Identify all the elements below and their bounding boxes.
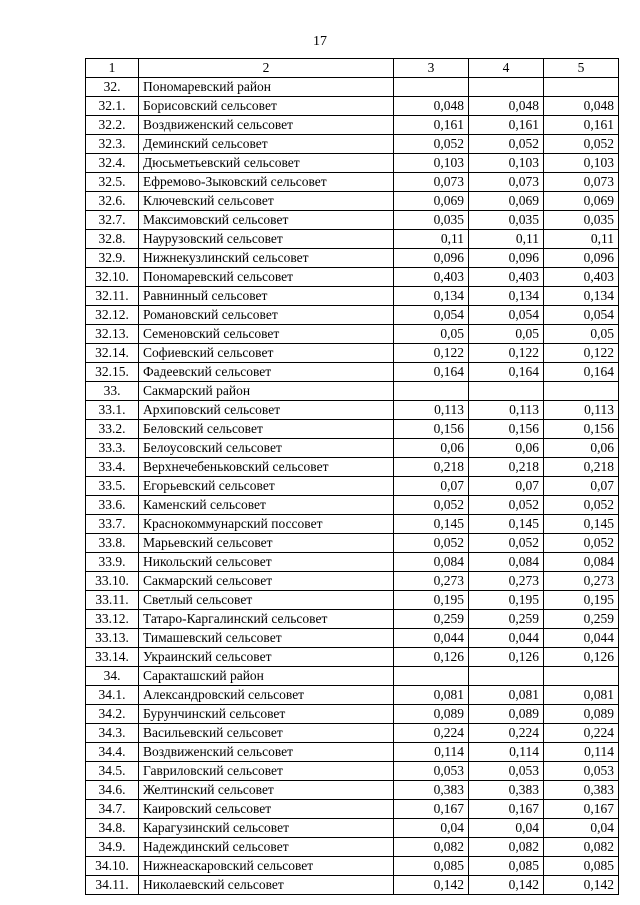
value-col4-cell: 0,259 bbox=[469, 610, 544, 629]
table-row bbox=[86, 325, 619, 344]
value-col4-cell: 0,103 bbox=[469, 154, 544, 173]
district-row bbox=[86, 78, 619, 97]
value-col3-cell: 0,05 bbox=[394, 325, 469, 344]
table-row bbox=[86, 553, 619, 572]
value-col4-cell: 0,089 bbox=[469, 705, 544, 724]
row-number-cell: 32.6. bbox=[86, 192, 139, 211]
municipality-name-cell: Васильевский сельсовет bbox=[139, 724, 394, 743]
municipality-name-cell: Сакмарский район bbox=[139, 382, 394, 401]
value-col3-cell: 0,103 bbox=[394, 154, 469, 173]
value-col5-cell: 0,103 bbox=[544, 154, 619, 173]
table-row bbox=[86, 781, 619, 800]
municipality-name-cell: Фадеевский сельсовет bbox=[139, 363, 394, 382]
value-col4-cell: 0,04 bbox=[469, 819, 544, 838]
value-col3-cell: 0,089 bbox=[394, 705, 469, 724]
value-col3-cell: 0,122 bbox=[394, 344, 469, 363]
municipality-name-cell: Марьевский сельсовет bbox=[139, 534, 394, 553]
value-col3-cell: 0,035 bbox=[394, 211, 469, 230]
value-col3-cell: 0,114 bbox=[394, 743, 469, 762]
value-col4-cell: 0,073 bbox=[469, 173, 544, 192]
value-col5-cell: 0,052 bbox=[544, 135, 619, 154]
row-number-cell: 33.2. bbox=[86, 420, 139, 439]
municipality-name-cell: Украинский сельсовет bbox=[139, 648, 394, 667]
row-number-cell: 32.8. bbox=[86, 230, 139, 249]
municipality-name-cell: Равнинный сельсовет bbox=[139, 287, 394, 306]
value-col3-cell: 0,084 bbox=[394, 553, 469, 572]
value-col5-cell: 0,085 bbox=[544, 857, 619, 876]
value-col5-cell: 0,403 bbox=[544, 268, 619, 287]
value-col5-cell: 0,114 bbox=[544, 743, 619, 762]
row-number-cell: 33.4. bbox=[86, 458, 139, 477]
municipality-name-cell: Надеждинский сельсовет bbox=[139, 838, 394, 857]
value-col3-cell bbox=[394, 382, 469, 401]
row-number-cell: 33.9. bbox=[86, 553, 139, 572]
value-col5-cell: 0,089 bbox=[544, 705, 619, 724]
table-row bbox=[86, 192, 619, 211]
municipality-name-cell: Егорьевский сельсовет bbox=[139, 477, 394, 496]
row-number-cell: 33.13. bbox=[86, 629, 139, 648]
value-col4-cell: 0,224 bbox=[469, 724, 544, 743]
municipality-name-cell: Семеновский сельсовет bbox=[139, 325, 394, 344]
value-col3-cell: 0,073 bbox=[394, 173, 469, 192]
value-col4-cell: 0,084 bbox=[469, 553, 544, 572]
table-row bbox=[86, 857, 619, 876]
value-col4-cell: 0,167 bbox=[469, 800, 544, 819]
table-row bbox=[86, 705, 619, 724]
table-row bbox=[86, 363, 619, 382]
value-col4-cell: 0,052 bbox=[469, 496, 544, 515]
row-number-cell: 32.7. bbox=[86, 211, 139, 230]
value-col3-cell bbox=[394, 78, 469, 97]
municipality-name-cell: Александровский сельсовет bbox=[139, 686, 394, 705]
value-col4-cell: 0,096 bbox=[469, 249, 544, 268]
value-col3-cell: 0,195 bbox=[394, 591, 469, 610]
municipality-name-cell: Романовский сельсовет bbox=[139, 306, 394, 325]
value-col4-cell: 0,05 bbox=[469, 325, 544, 344]
value-col5-cell: 0,096 bbox=[544, 249, 619, 268]
value-col4-cell: 0,403 bbox=[469, 268, 544, 287]
value-col4-cell: 0,134 bbox=[469, 287, 544, 306]
row-number-cell: 32.11. bbox=[86, 287, 139, 306]
row-number-cell: 34.8. bbox=[86, 819, 139, 838]
value-col5-cell: 0,122 bbox=[544, 344, 619, 363]
value-col3-cell: 0,218 bbox=[394, 458, 469, 477]
value-col4-cell: 0,069 bbox=[469, 192, 544, 211]
value-col4-cell: 0,156 bbox=[469, 420, 544, 439]
municipality-name-cell: Нижнеаскаровский сельсовет bbox=[139, 857, 394, 876]
value-col5-cell: 0,224 bbox=[544, 724, 619, 743]
table-row bbox=[86, 420, 619, 439]
row-number-cell: 34.1. bbox=[86, 686, 139, 705]
municipality-name-cell: Краснокоммунарский поссовет bbox=[139, 515, 394, 534]
value-col3-cell: 0,052 bbox=[394, 135, 469, 154]
value-col3-cell: 0,04 bbox=[394, 819, 469, 838]
row-number-cell: 33.7. bbox=[86, 515, 139, 534]
table-row bbox=[86, 268, 619, 287]
value-col4-cell: 0,081 bbox=[469, 686, 544, 705]
value-col5-cell: 0,195 bbox=[544, 591, 619, 610]
municipality-name-cell: Гавриловский сельсовет bbox=[139, 762, 394, 781]
municipality-name-cell: Светлый сельсовет bbox=[139, 591, 394, 610]
table-row bbox=[86, 439, 619, 458]
table-body bbox=[86, 59, 619, 895]
value-col3-cell: 0,085 bbox=[394, 857, 469, 876]
table-row bbox=[86, 629, 619, 648]
value-col4-cell: 0,142 bbox=[469, 876, 544, 895]
table-row bbox=[86, 249, 619, 268]
table-row bbox=[86, 648, 619, 667]
municipality-name-cell: Борисовский сельсовет bbox=[139, 97, 394, 116]
value-col3-cell: 0,052 bbox=[394, 534, 469, 553]
table-row bbox=[86, 97, 619, 116]
table-row bbox=[86, 287, 619, 306]
value-col3-cell bbox=[394, 667, 469, 686]
value-col3-cell: 0,11 bbox=[394, 230, 469, 249]
value-col3-cell: 0,044 bbox=[394, 629, 469, 648]
value-col3-cell: 0,07 bbox=[394, 477, 469, 496]
value-col3-cell: 0,145 bbox=[394, 515, 469, 534]
value-col3-cell: 0,082 bbox=[394, 838, 469, 857]
value-col5-cell: 0,161 bbox=[544, 116, 619, 135]
row-number-cell: 33.14. bbox=[86, 648, 139, 667]
table-row bbox=[86, 515, 619, 534]
table-row bbox=[86, 743, 619, 762]
value-col5-cell: 0,167 bbox=[544, 800, 619, 819]
row-number-cell: 34.9. bbox=[86, 838, 139, 857]
value-col3-cell: 0,069 bbox=[394, 192, 469, 211]
row-number-cell: 32.15. bbox=[86, 363, 139, 382]
municipality-name-cell: Николаевский сельсовет bbox=[139, 876, 394, 895]
value-col4-cell: 0,044 bbox=[469, 629, 544, 648]
row-number-cell: 32.12. bbox=[86, 306, 139, 325]
value-col5-cell bbox=[544, 667, 619, 686]
value-col5-cell: 0,145 bbox=[544, 515, 619, 534]
value-col4-cell: 0,383 bbox=[469, 781, 544, 800]
column-header-3: 3 bbox=[394, 59, 469, 78]
table-row bbox=[86, 230, 619, 249]
table-row bbox=[86, 477, 619, 496]
value-col4-cell: 0,052 bbox=[469, 534, 544, 553]
value-col3-cell: 0,134 bbox=[394, 287, 469, 306]
municipality-name-cell: Ключевский сельсовет bbox=[139, 192, 394, 211]
value-col5-cell: 0,044 bbox=[544, 629, 619, 648]
value-col5-cell: 0,11 bbox=[544, 230, 619, 249]
municipality-name-cell: Белоусовский сельсовет bbox=[139, 439, 394, 458]
row-number-cell: 33.12. bbox=[86, 610, 139, 629]
column-header-2: 2 bbox=[139, 59, 394, 78]
row-number-cell: 33.6. bbox=[86, 496, 139, 515]
column-header-1: 1 bbox=[86, 59, 139, 78]
value-col5-cell: 0,05 bbox=[544, 325, 619, 344]
value-col3-cell: 0,081 bbox=[394, 686, 469, 705]
value-col4-cell bbox=[469, 78, 544, 97]
data-table bbox=[85, 58, 619, 895]
row-number-cell: 33.1. bbox=[86, 401, 139, 420]
table-row bbox=[86, 610, 619, 629]
row-number-cell: 33.8. bbox=[86, 534, 139, 553]
row-number-cell: 34.10. bbox=[86, 857, 139, 876]
district-row bbox=[86, 382, 619, 401]
row-number-cell: 32.2. bbox=[86, 116, 139, 135]
row-number-cell: 32.5. bbox=[86, 173, 139, 192]
value-col3-cell: 0,164 bbox=[394, 363, 469, 382]
value-col4-cell: 0,273 bbox=[469, 572, 544, 591]
value-col5-cell: 0,04 bbox=[544, 819, 619, 838]
municipality-name-cell: Никольский сельсовет bbox=[139, 553, 394, 572]
row-number-cell: 34. bbox=[86, 667, 139, 686]
value-col3-cell: 0,113 bbox=[394, 401, 469, 420]
municipality-name-cell: Беловский сельсовет bbox=[139, 420, 394, 439]
value-col4-cell: 0,048 bbox=[469, 97, 544, 116]
table-row bbox=[86, 135, 619, 154]
row-number-cell: 34.5. bbox=[86, 762, 139, 781]
value-col5-cell: 0,035 bbox=[544, 211, 619, 230]
value-col5-cell: 0,07 bbox=[544, 477, 619, 496]
table-row bbox=[86, 154, 619, 173]
table-row bbox=[86, 724, 619, 743]
municipality-name-cell: Архиповский сельсовет bbox=[139, 401, 394, 420]
row-number-cell: 32.1. bbox=[86, 97, 139, 116]
table-row bbox=[86, 800, 619, 819]
value-col5-cell: 0,052 bbox=[544, 534, 619, 553]
value-col5-cell bbox=[544, 382, 619, 401]
municipality-name-cell: Сакмарский сельсовет bbox=[139, 572, 394, 591]
value-col4-cell: 0,052 bbox=[469, 135, 544, 154]
municipality-name-cell: Дюсьметьевский сельсовет bbox=[139, 154, 394, 173]
value-col3-cell: 0,126 bbox=[394, 648, 469, 667]
value-col3-cell: 0,052 bbox=[394, 496, 469, 515]
value-col3-cell: 0,383 bbox=[394, 781, 469, 800]
value-col5-cell: 0,053 bbox=[544, 762, 619, 781]
table-row bbox=[86, 876, 619, 895]
row-number-cell: 32.9. bbox=[86, 249, 139, 268]
row-number-cell: 32.14. bbox=[86, 344, 139, 363]
value-col3-cell: 0,224 bbox=[394, 724, 469, 743]
value-col5-cell: 0,06 bbox=[544, 439, 619, 458]
municipality-name-cell: Каировский сельсовет bbox=[139, 800, 394, 819]
value-col4-cell: 0,195 bbox=[469, 591, 544, 610]
value-col3-cell: 0,142 bbox=[394, 876, 469, 895]
row-number-cell: 34.7. bbox=[86, 800, 139, 819]
value-col4-cell: 0,113 bbox=[469, 401, 544, 420]
value-col4-cell: 0,035 bbox=[469, 211, 544, 230]
district-row bbox=[86, 667, 619, 686]
row-number-cell: 33.5. bbox=[86, 477, 139, 496]
value-col5-cell: 0,259 bbox=[544, 610, 619, 629]
value-col4-cell: 0,145 bbox=[469, 515, 544, 534]
row-number-cell: 32.10. bbox=[86, 268, 139, 287]
table-row bbox=[86, 496, 619, 515]
row-number-cell: 33.11. bbox=[86, 591, 139, 610]
value-col4-cell: 0,164 bbox=[469, 363, 544, 382]
value-col4-cell: 0,053 bbox=[469, 762, 544, 781]
value-col3-cell: 0,259 bbox=[394, 610, 469, 629]
value-col5-cell: 0,054 bbox=[544, 306, 619, 325]
value-col5-cell: 0,164 bbox=[544, 363, 619, 382]
value-col5-cell: 0,134 bbox=[544, 287, 619, 306]
value-col5-cell: 0,383 bbox=[544, 781, 619, 800]
table-row bbox=[86, 306, 619, 325]
row-number-cell: 34.6. bbox=[86, 781, 139, 800]
column-header-4: 4 bbox=[469, 59, 544, 78]
row-number-cell: 32. bbox=[86, 78, 139, 97]
value-col3-cell: 0,096 bbox=[394, 249, 469, 268]
table-row bbox=[86, 401, 619, 420]
municipality-name-cell: Карагузинский сельсовет bbox=[139, 819, 394, 838]
row-number-cell: 32.3. bbox=[86, 135, 139, 154]
value-col4-cell: 0,114 bbox=[469, 743, 544, 762]
value-col5-cell: 0,084 bbox=[544, 553, 619, 572]
municipality-name-cell: Бурунчинский сельсовет bbox=[139, 705, 394, 724]
table-header-row bbox=[86, 59, 619, 78]
value-col5-cell: 0,081 bbox=[544, 686, 619, 705]
municipality-name-cell: Верхнечебеньковский сельсовет bbox=[139, 458, 394, 477]
row-number-cell: 34.11. bbox=[86, 876, 139, 895]
value-col3-cell: 0,06 bbox=[394, 439, 469, 458]
table-row bbox=[86, 572, 619, 591]
municipality-name-cell: Татаро-Каргалинский сельсовет bbox=[139, 610, 394, 629]
row-number-cell: 34.4. bbox=[86, 743, 139, 762]
value-col3-cell: 0,053 bbox=[394, 762, 469, 781]
value-col4-cell: 0,082 bbox=[469, 838, 544, 857]
value-col3-cell: 0,167 bbox=[394, 800, 469, 819]
value-col5-cell: 0,156 bbox=[544, 420, 619, 439]
value-col4-cell: 0,126 bbox=[469, 648, 544, 667]
value-col4-cell: 0,122 bbox=[469, 344, 544, 363]
table-row bbox=[86, 458, 619, 477]
municipality-name-cell: Максимовский сельсовет bbox=[139, 211, 394, 230]
column-header-5: 5 bbox=[544, 59, 619, 78]
table-row bbox=[86, 819, 619, 838]
row-number-cell: 33. bbox=[86, 382, 139, 401]
page-number: 17 bbox=[313, 34, 327, 49]
municipality-name-cell: Пономаревский район bbox=[139, 78, 394, 97]
municipality-name-cell: Саракташский район bbox=[139, 667, 394, 686]
row-number-cell: 32.4. bbox=[86, 154, 139, 173]
table-row bbox=[86, 534, 619, 553]
value-col4-cell: 0,11 bbox=[469, 230, 544, 249]
value-col4-cell: 0,218 bbox=[469, 458, 544, 477]
table-row bbox=[86, 838, 619, 857]
value-col4-cell: 0,054 bbox=[469, 306, 544, 325]
value-col3-cell: 0,273 bbox=[394, 572, 469, 591]
value-col3-cell: 0,161 bbox=[394, 116, 469, 135]
municipality-name-cell: Желтинский сельсовет bbox=[139, 781, 394, 800]
row-number-cell: 34.2. bbox=[86, 705, 139, 724]
value-col3-cell: 0,048 bbox=[394, 97, 469, 116]
table-row bbox=[86, 116, 619, 135]
value-col3-cell: 0,054 bbox=[394, 306, 469, 325]
value-col5-cell: 0,048 bbox=[544, 97, 619, 116]
row-number-cell: 34.3. bbox=[86, 724, 139, 743]
municipality-name-cell: Воздвиженский сельсовет bbox=[139, 116, 394, 135]
value-col5-cell: 0,052 bbox=[544, 496, 619, 515]
value-col4-cell: 0,07 bbox=[469, 477, 544, 496]
table-row bbox=[86, 211, 619, 230]
value-col5-cell: 0,073 bbox=[544, 173, 619, 192]
municipality-name-cell: Нижнекузлинский сельсовет bbox=[139, 249, 394, 268]
value-col5-cell: 0,069 bbox=[544, 192, 619, 211]
value-col5-cell: 0,082 bbox=[544, 838, 619, 857]
row-number-cell: 32.13. bbox=[86, 325, 139, 344]
row-number-cell: 33.10. bbox=[86, 572, 139, 591]
value-col4-cell: 0,161 bbox=[469, 116, 544, 135]
table-row bbox=[86, 344, 619, 363]
table-row bbox=[86, 686, 619, 705]
table-row bbox=[86, 173, 619, 192]
value-col5-cell: 0,113 bbox=[544, 401, 619, 420]
value-col5-cell: 0,126 bbox=[544, 648, 619, 667]
value-col5-cell bbox=[544, 78, 619, 97]
table-row bbox=[86, 762, 619, 781]
value-col5-cell: 0,273 bbox=[544, 572, 619, 591]
value-col4-cell bbox=[469, 667, 544, 686]
municipality-name-cell: Софиевский сельсовет bbox=[139, 344, 394, 363]
value-col4-cell: 0,085 bbox=[469, 857, 544, 876]
municipality-name-cell: Тимашевский сельсовет bbox=[139, 629, 394, 648]
municipality-name-cell: Воздвиженский сельсовет bbox=[139, 743, 394, 762]
row-number-cell: 33.3. bbox=[86, 439, 139, 458]
value-col5-cell: 0,142 bbox=[544, 876, 619, 895]
value-col4-cell bbox=[469, 382, 544, 401]
value-col5-cell: 0,218 bbox=[544, 458, 619, 477]
municipality-name-cell: Ефремово-Зыковский сельсовет bbox=[139, 173, 394, 192]
municipality-name-cell: Наурузовский сельсовет bbox=[139, 230, 394, 249]
municipality-name-cell: Пономаревский сельсовет bbox=[139, 268, 394, 287]
value-col3-cell: 0,403 bbox=[394, 268, 469, 287]
table-row bbox=[86, 591, 619, 610]
municipality-name-cell: Каменский сельсовет bbox=[139, 496, 394, 515]
municipality-name-cell: Деминский сельсовет bbox=[139, 135, 394, 154]
value-col3-cell: 0,156 bbox=[394, 420, 469, 439]
value-col4-cell: 0,06 bbox=[469, 439, 544, 458]
